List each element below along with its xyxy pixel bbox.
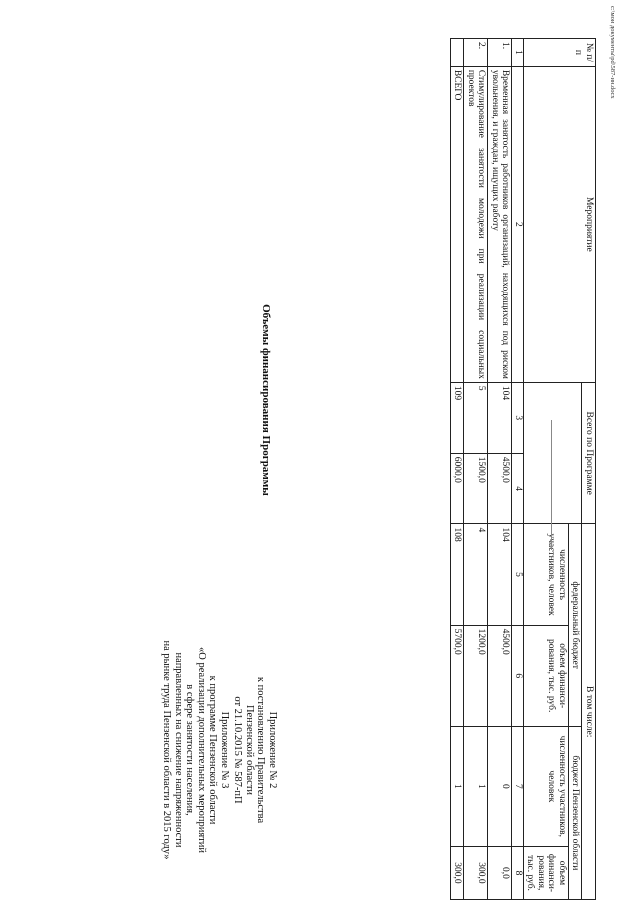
col-head-reg-count: численность участников, человек (524, 726, 569, 846)
col-head-fed-volume: объем финанси-рования, тыс. руб. (524, 625, 569, 726)
col-head-federal: федеральный бюджет (569, 524, 583, 726)
row-total-count: 5 (464, 382, 488, 453)
total-reg-volume: 300,0 (451, 846, 465, 899)
col-number: 4 (512, 453, 524, 524)
row-reg-volume: 300,0 (464, 846, 488, 899)
col-head-including: В том числе: (582, 524, 596, 900)
col-number: 8 (512, 846, 524, 899)
col-head-total-spacer (524, 382, 583, 524)
col-number: 1 (512, 39, 524, 67)
appendix-main-block (232, 620, 278, 880)
col-number: 6 (512, 625, 524, 726)
appendix-program-line: Приложение № 3 (219, 711, 230, 789)
appendix-main-line: Приложение № 2 (267, 711, 278, 789)
row-total-count: 104 (488, 382, 512, 453)
row-reg-count: 0 (488, 726, 512, 846)
separator-line (551, 420, 552, 550)
total-reg-count: 1 (451, 726, 465, 846)
table-title: Объемы финансирования Программы (260, 304, 272, 496)
header-row-1 (582, 39, 596, 900)
appendix-program-line: на рынке труда Пензенской области в 2015 году» (161, 640, 173, 860)
row-fed-count: 4 (464, 524, 488, 625)
total-count: 109 (451, 382, 465, 453)
row-number: 1. (488, 39, 512, 67)
appendix-main-line: от 21.10.2015 № 587-пП (232, 696, 244, 804)
row-number: 2. (464, 39, 488, 67)
total-volume: 6000,0 (451, 453, 465, 524)
file-path-footer: c:\мои документы\pd\587-ин.docx (609, 6, 616, 99)
table-row (464, 39, 488, 900)
col-head-fed-count: численность участников, человек (524, 524, 569, 625)
appendix-program-line: «О реализации дополнительных мероприятий (196, 647, 207, 853)
col-head-number: № п/п (524, 39, 596, 67)
appendix-program-line: в сфере занятости населения, (184, 684, 196, 816)
row-event: Временная занятость работников организаций, находящихся под риском увольнения, и граждан, ищущих работу (488, 66, 512, 382)
total-fed-volume: 5700,0 (451, 625, 465, 726)
col-number: 3 (512, 382, 524, 453)
col-number: 2 (512, 66, 524, 382)
col-number: 7 (512, 726, 524, 846)
total-label: ВСЕГО (451, 66, 465, 382)
total-number-cell (451, 39, 465, 67)
row-fed-count: 104 (488, 524, 512, 625)
row-total-volume: 1500,0 (464, 453, 488, 524)
col-head-reg-volume: объем финанси-рования, тыс. руб. (524, 846, 569, 899)
appendix-main-line: к постановлению Правительства (255, 676, 267, 824)
row-total-volume: 4500,0 (488, 453, 512, 524)
appendix-program-line: к программе Пензенской области (207, 675, 219, 825)
col-number: 5 (512, 524, 524, 625)
appendix-program-block (161, 620, 230, 880)
col-head-event: Мероприятие (524, 66, 596, 382)
table-total-row (451, 39, 465, 900)
column-number-row (512, 39, 524, 900)
row-fed-volume: 4500,0 (488, 625, 512, 726)
total-fed-count: 108 (451, 524, 465, 625)
col-head-total: Всего по Программе (582, 382, 596, 524)
financing-table (450, 38, 596, 900)
table-row (488, 39, 512, 900)
row-reg-count: 1 (464, 726, 488, 846)
appendix-program-line: направленных на снижение напряженности (173, 652, 184, 848)
row-event: Стимулирование занятости молодежи при реализации социальных проектов (464, 66, 488, 382)
appendix-main-line: Пензенской области (244, 704, 255, 796)
row-reg-volume: 0,0 (488, 846, 512, 899)
row-fed-volume: 1200,0 (464, 625, 488, 726)
col-head-regional: бюджет Пензенской области (569, 726, 583, 899)
